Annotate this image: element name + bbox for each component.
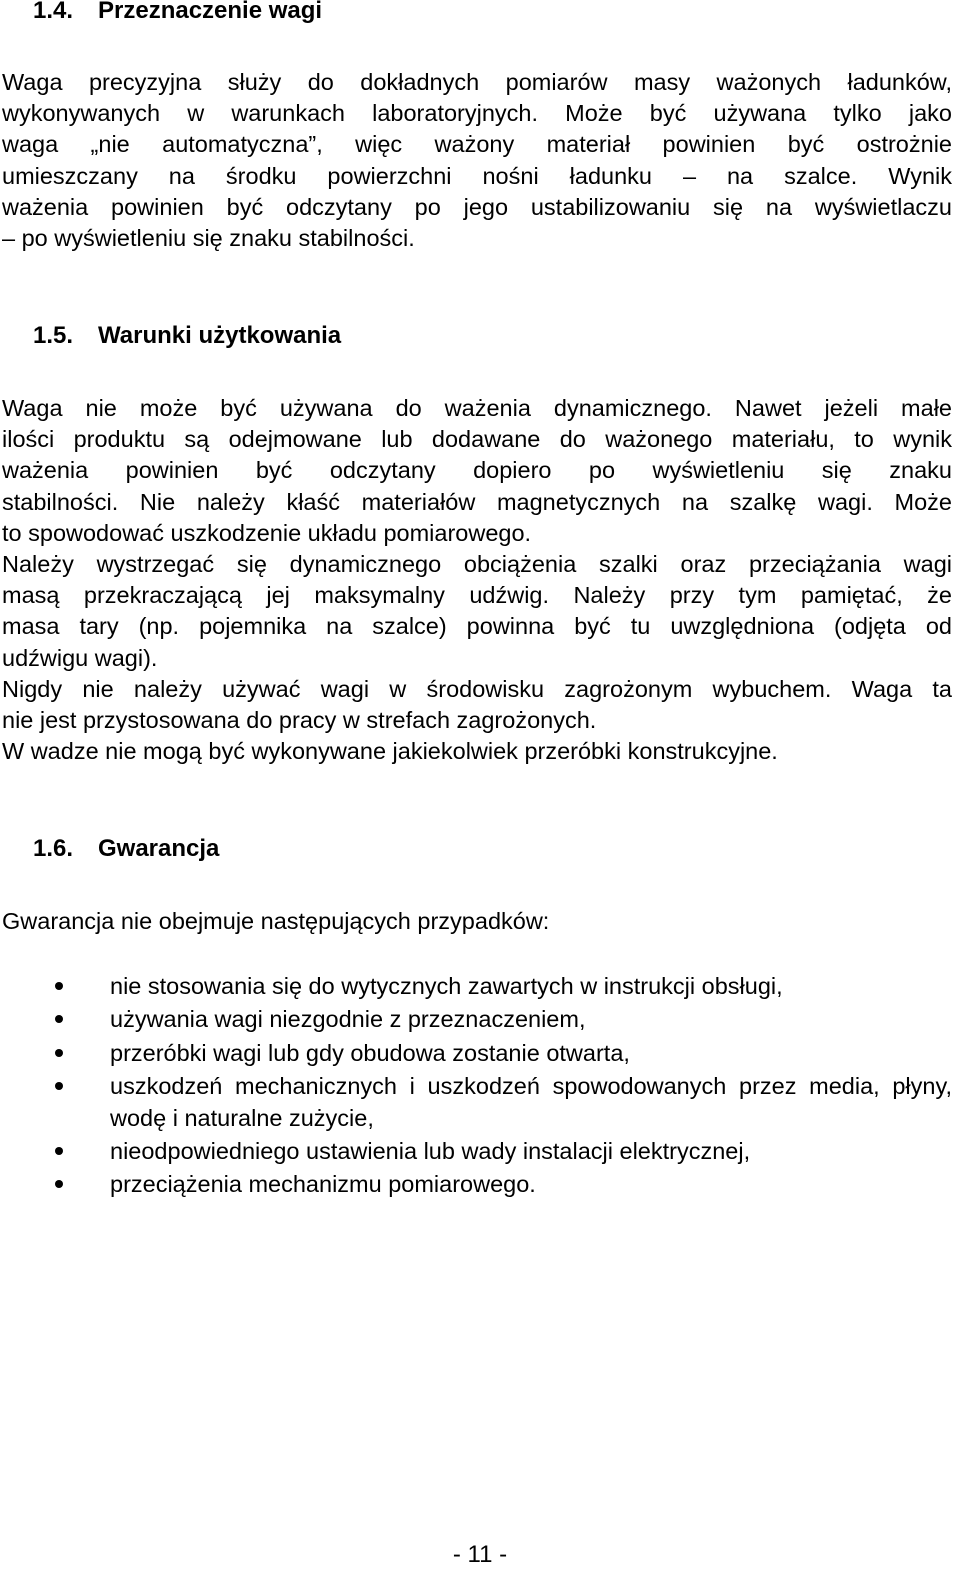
- text-line: Należy wystrzegać się dynamicznego obciążenia szalki oraz przeciążania wagi: [2, 551, 952, 578]
- bullet-icon: [55, 982, 63, 990]
- section-title: Przeznaczenie wagi: [98, 0, 323, 24]
- list-item-text: używania wagi niezgodnie z przeznaczeniem,: [110, 1006, 586, 1033]
- text-line: ważenia powinien być odczytany dopiero po wyświetleniu się znaku: [2, 457, 952, 484]
- warranty-exclusions-list: [0, 970, 952, 1202]
- text-line: waga „nie automatyczna”, więc ważony materiał powinien być ostrożnie: [2, 131, 952, 158]
- bullet-icon: [55, 1015, 63, 1023]
- list-item-text: nieodpowiedniego ustawienia lub wady instalacji elektrycznej,: [110, 1138, 751, 1165]
- section-heading-1-6: [33, 834, 219, 864]
- text-line: – po wyświetleniu się znaku stabilności.: [2, 225, 415, 252]
- text-line: masa tary (np. pojemnika na szalce) powinna być tu uwzględniona (odjęta od: [2, 613, 952, 640]
- section-heading-1-4: [33, 0, 322, 26]
- section-heading-1-5: [33, 321, 341, 351]
- text-line: to spowodować uszkodzenie układu pomiarowego.: [2, 519, 532, 546]
- list-item: [0, 1070, 952, 1134]
- bullet-icon: [55, 1180, 63, 1188]
- bullet-icon: [55, 1082, 63, 1090]
- list-item: [0, 1168, 952, 1200]
- list-item: [0, 1003, 952, 1035]
- list-item-text: uszkodzeń mechanicznych i uszkodzeń spowodowanych przez media, płyny, wodę i naturalne zużycie,: [110, 1072, 952, 1131]
- bullet-icon: [55, 1147, 63, 1155]
- list-item-text: przeróbki wagi lub gdy obudowa zostanie otwarta,: [110, 1039, 630, 1066]
- page-number: - 11 -: [452, 1541, 508, 1568]
- text-line: umieszczany na środku powierzchni nośni ładunku – na szalce. Wynik: [2, 162, 952, 189]
- section-number: 1.6.: [33, 835, 74, 862]
- bullet-icon: [55, 1049, 63, 1057]
- text-line: Waga nie może być używana do ważenia dynamicznego. Nawet jeżeli małe: [2, 395, 952, 421]
- paragraph-purpose: [2, 67, 952, 254]
- section-number: 1.5.: [33, 322, 74, 349]
- text-line: Waga precyzyjna służy do dokładnych pomiarów masy ważonych ładunków,: [2, 69, 952, 95]
- list-item: [0, 970, 952, 1002]
- text-line: masą przekraczającą jej maksymalny udźwig. Należy przy tym pamiętać, że: [2, 582, 952, 609]
- section-number: 1.4.: [33, 0, 74, 24]
- text-line: stabilności. Nie należy kłaść materiałów magnetycznych na szalkę wagi. Może: [2, 488, 952, 515]
- text-line: udźwigu wagi).: [2, 644, 158, 671]
- list-item: [0, 1135, 952, 1167]
- section-title: Warunki użytkowania: [98, 322, 342, 349]
- text-line: W wadze nie mogą być wykonywane jakiekolwiek przeróbki konstrukcyjne.: [2, 738, 778, 765]
- text-line: wykonywanych w warunkach laboratoryjnych. Może być używana tylko jako: [2, 100, 952, 127]
- warranty-intro: [2, 906, 952, 937]
- text-line: nie jest przystosowana do pracy w strefach zagrożonych.: [2, 707, 597, 734]
- text-line: Gwarancja nie obejmuje następujących przypadków:: [2, 908, 550, 934]
- text-line: ilości produktu są odejmowane lub dodawane do ważonego materiału, to wynik: [2, 426, 952, 453]
- list-item: [0, 1037, 952, 1069]
- text-line: Nigdy nie należy używać wagi w środowisku zagrożonym wybuchem. Waga ta: [2, 675, 952, 702]
- paragraph-usage-conditions: [2, 393, 952, 767]
- list-item-text: przeciążenia mechanizmu pomiarowego.: [110, 1171, 536, 1198]
- list-item-text: nie stosowania się do wytycznych zawartych w instrukcji obsługi,: [110, 973, 783, 999]
- section-title: Gwarancja: [98, 835, 220, 862]
- text-line: ważenia powinien być odczytany po jego ustabilizowaniu się na wyświetlaczu: [2, 193, 952, 220]
